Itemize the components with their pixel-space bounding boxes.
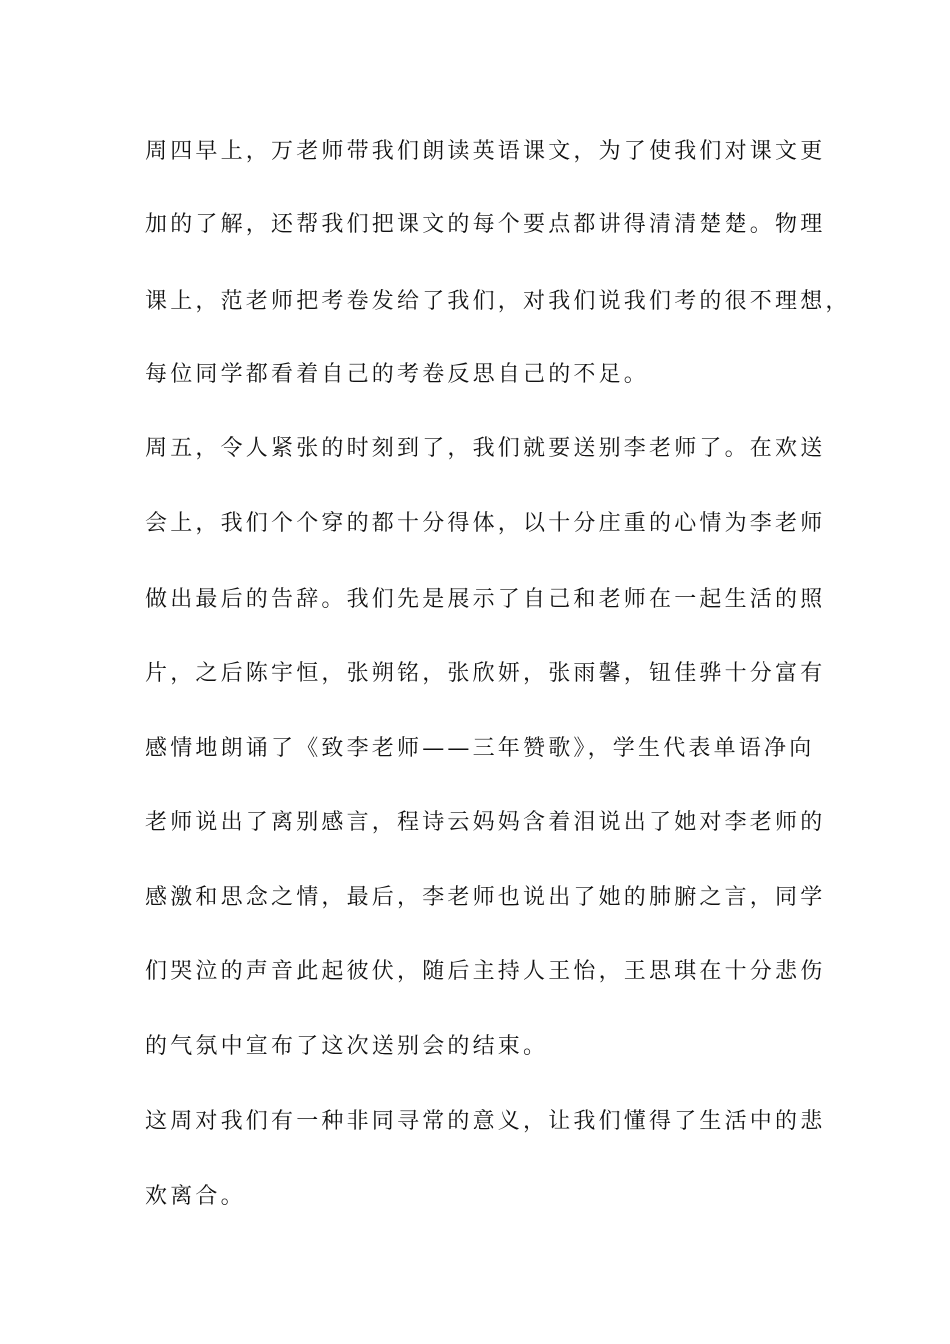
text-line: 周五，令人紧张的时刻到了，我们就要送别李老师了。在欢送: [145, 436, 826, 461]
text-line: 每位同学都看着自己的考卷反思自己的不足。: [145, 362, 650, 387]
text-line: 做出最后的告辞。我们先是展示了自己和老师在一起生活的照: [145, 587, 826, 612]
text-line: 欢离合。: [145, 1184, 246, 1209]
text-line: 课上，范老师把考卷发给了我们，对我们说我们考的很不理想，: [145, 289, 851, 314]
text-line: 感情地朗诵了《致李老师——三年赞歌》，学生代表单语净向: [145, 736, 815, 761]
text-line: 片，之后陈宇恒，张朔铭，张欣妍，张雨馨，钮佳骅十分富有: [145, 661, 826, 686]
text-line: 们哭泣的声音此起彼伏，随后主持人王怡，王思琪在十分悲伤: [145, 959, 826, 984]
text-line: 这周对我们有一种非同寻常的意义，让我们懂得了生活中的悲: [145, 1109, 826, 1134]
text-line: 的气氛中宣布了这次送别会的结束。: [145, 1034, 549, 1059]
text-line: 加的了解，还帮我们把课文的每个要点都讲得清清楚楚。物理: [145, 212, 826, 237]
text-line: 感激和思念之情，最后，李老师也说出了她的肺腑之言，同学: [145, 885, 826, 910]
text-line: 会上，我们个个穿的都十分得体，以十分庄重的心情为李老师: [145, 511, 826, 536]
text-line: 老师说出了离别感言，程诗云妈妈含着泪说出了她对李老师的: [145, 810, 826, 835]
text-line: 周四早上，万老师带我们朗读英语课文，为了使我们对课文更: [145, 139, 826, 164]
